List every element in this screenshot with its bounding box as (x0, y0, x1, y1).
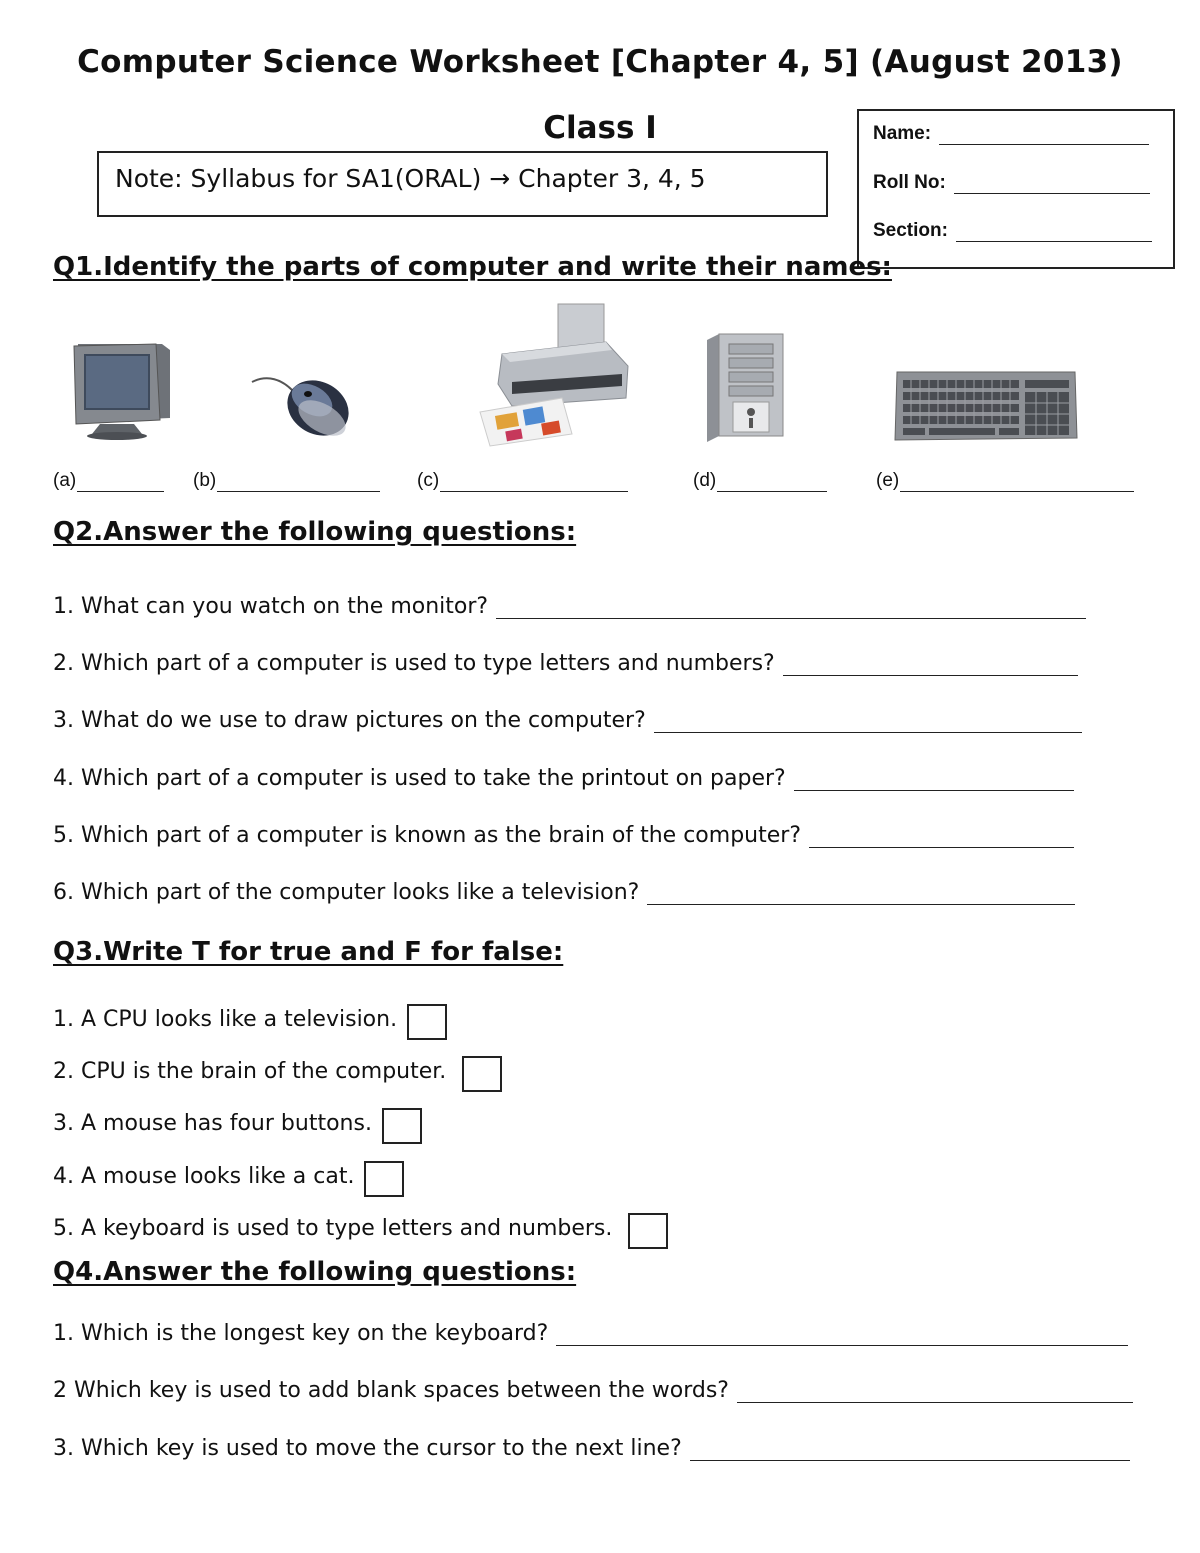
q3-item: 2. CPU is the brain of the computer. (53, 1048, 502, 1084)
q2-item: 5. Which part of a computer is known as the brain of the computer? (53, 823, 1074, 848)
q2-answer-blank[interactable] (654, 712, 1082, 733)
q1-heading: Q1.Identify the parts of computer and write their names: (53, 252, 892, 282)
part-e-label: (e) (876, 470, 1134, 492)
q3-answer-box[interactable] (364, 1161, 404, 1197)
name-row (873, 123, 1149, 145)
mouse-image (248, 360, 358, 446)
q3-item: 1. A CPU looks like a television. (53, 996, 447, 1032)
name-label: Name: (873, 123, 932, 144)
q2-item: 1. What can you watch on the monitor? (53, 594, 1086, 619)
q4-heading: Q4.Answer the following questions: (53, 1257, 577, 1287)
q2-answer-blank[interactable] (783, 655, 1078, 676)
roll-label: Roll No: (873, 172, 946, 193)
worksheet-title: Computer Science Worksheet [Chapter 4, 5] (August 2013) (77, 44, 1123, 80)
section-field[interactable] (956, 223, 1152, 242)
q3-item: 3. A mouse has four buttons. (53, 1100, 422, 1136)
part-d-blank[interactable] (717, 477, 827, 492)
q2-item: 3. What do we use to draw pictures on the computer? (53, 708, 1082, 733)
q2-answer-blank[interactable] (794, 770, 1074, 791)
cpu-cabinet-image (703, 332, 787, 444)
q2-answer-blank[interactable] (809, 827, 1074, 848)
q3-item: 5. A keyboard is used to type letters and numbers. (53, 1205, 668, 1241)
keyboard-image (893, 366, 1079, 446)
syllabus-note-box (97, 151, 828, 217)
q4-answer-blank[interactable] (737, 1382, 1133, 1403)
part-d-label: (d) (693, 470, 827, 492)
q4-item: 3. Which key is used to move the cursor to the next line? (53, 1436, 1130, 1461)
roll-field[interactable] (954, 175, 1150, 194)
q4-answer-blank[interactable] (556, 1325, 1128, 1346)
q3-answer-box[interactable] (382, 1108, 422, 1144)
q2-answer-blank[interactable] (496, 598, 1086, 619)
q4-item: 1. Which is the longest key on the keyboard? (53, 1321, 1128, 1346)
part-b-blank[interactable] (217, 477, 380, 492)
syllabus-note: Note: Syllabus for SA1(ORAL) → Chapter 3, 4, 5 (115, 164, 706, 193)
q4-item: 2 Which key is used to add blank spaces between the words? (53, 1378, 1133, 1403)
roll-row (873, 172, 1150, 194)
q3-answer-box[interactable] (462, 1056, 502, 1092)
q2-item: 2. Which part of a computer is used to type letters and numbers? (53, 651, 1078, 676)
q2-answer-blank[interactable] (647, 884, 1075, 905)
section-label: Section: (873, 220, 948, 241)
section-row (873, 220, 1152, 242)
part-a-label: (a) (53, 470, 164, 492)
q3-answer-box[interactable] (628, 1213, 668, 1249)
q2-item: 6. Which part of the computer looks like a television? (53, 880, 1075, 905)
q3-item: 4. A mouse looks like a cat. (53, 1153, 404, 1189)
q3-heading: Q3.Write T for true and F for false: (53, 937, 564, 967)
printer-image (472, 302, 634, 448)
q4-answer-blank[interactable] (690, 1440, 1130, 1461)
q2-item: 4. Which part of a computer is used to take the printout on paper? (53, 766, 1074, 791)
class-label: Class I (543, 110, 657, 146)
name-field[interactable] (939, 126, 1149, 145)
q3-answer-box[interactable] (407, 1004, 447, 1040)
q2-heading: Q2.Answer the following questions: (53, 517, 577, 547)
part-c-blank[interactable] (440, 477, 628, 492)
part-b-label: (b) (193, 470, 380, 492)
part-a-blank[interactable] (77, 477, 164, 492)
monitor-image (70, 340, 174, 442)
part-e-blank[interactable] (900, 477, 1134, 492)
student-info-box (857, 109, 1175, 269)
part-c-label: (c) (417, 470, 628, 492)
